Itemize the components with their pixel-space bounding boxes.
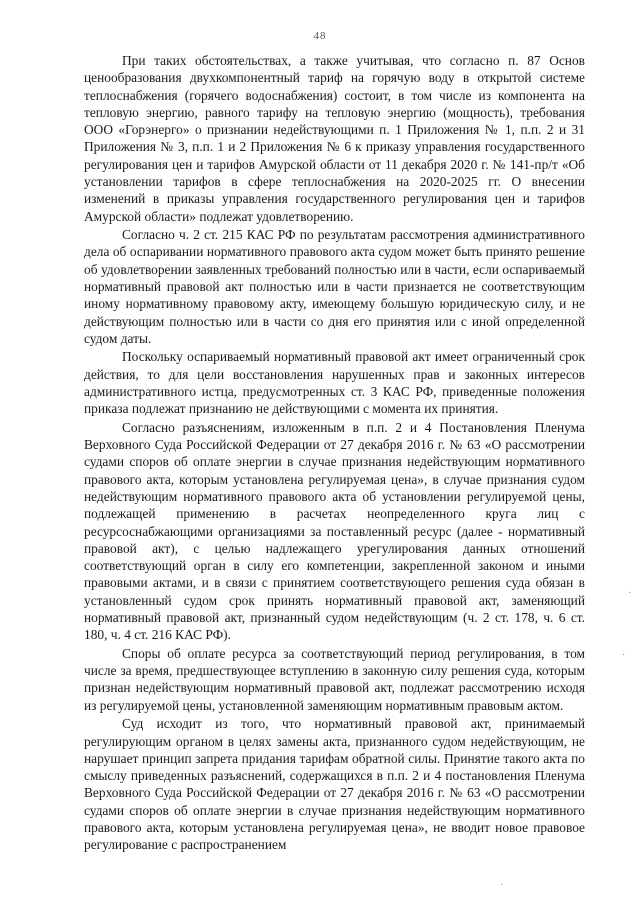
paragraph-2: Согласно ч. 2 ст. 215 КАС РФ по результатам рассмотрения административного дела об оспаривании нормативного правового акта судом может быть принято решение об удовлетворении заявленных требований полностью или в части, если оспариваемый нормативный правовой акт полностью или в части признается не соответствующим иному нормативному правовому акту, имеющему большую юридическую силу, и не действующим полностью или в части со дня его принятия или с иной определенной судом даты. — [84, 227, 585, 346]
paragraph-5: Споры об оплате ресурса за соответствующий период регулирования, в том числе за время, предшествующее вступлению в законную силу решения суда, которым признан недействующим нормативный правовой акт, подлежат рассмотрению исходя из регулируемой цены, установленной заменяющим нормативным правовым актом. — [84, 645, 585, 713]
paragraph-4: Согласно разъяснениям, изложенным в п.п. 2 и 4 Постановления Пленума Верховного Суда Российской Федерации от 27 декабря 2016 г. № 63 «О рассмотрении судами споров об оплате энергии в случае признания недействующим нормативного правового акта, которым установлена регулируемая цена», в случае признания судом недействующим нормативного правового акта об установлении регулируемой цены, подлежащей применению в расчетах неопределенного круга лиц с ресурсоснабжающими организациями за поставленный ресурс (далее - нормативный правовой акт), с целью надлежащего урегулирования данных отношений соответствующий орган в силу его компетенции, закрепленной законом и иными правовыми актами, и в связи с принятием соответствующего решения суда обязан в установленный судом срок принять нормативный правовой акт, заменяющий нормативный правовой акт, признанный судом недействующим (ч. 2 ст. 178, ч. 6 ст. 180, ч. 4 ст. 216 КАС РФ). — [84, 419, 585, 643]
paragraph-6: Суд исходит из того, что нормативный правовой акт, принимаемый регулирующим органом в целях замены акта, признанного судом недействующим, не нарушает принцип запрета придания тарифам обратной силы. Принятие такого акта по смыслу приведенных разъяснений, содержащихся в п.п. 2 и 4 постановления Пленума Верховного Суда Российской Федерации от 27 декабря 2016 г. № 63 «О рассмотрении судами споров об оплате энергии в случае признания недействующим нормативного правового акта, которым установлена регулируемая цена», не вводит новое правовое регулирование с распространением — [84, 716, 585, 853]
paragraph-3: Поскольку оспариваемый нормативный правовой акт имеет ограниченный срок действия, то для цели восстановления нарушенных прав и законных интересов административного истца, предусмотренных ст. 3 КАС РФ, приведенные положения приказа подлежат признанию не действующими с момента их принятия. — [84, 349, 585, 417]
scan-artifact-mark: · — [500, 880, 504, 891]
page-number: 48 — [313, 30, 327, 42]
scan-artifact-mark: · — [622, 650, 626, 661]
paragraph-1: При таких обстоятельствах, а также учитывая, что согласно п. 87 Основ ценообразования двухкомпонентный тариф на горячую воду в открытой системе теплоснабжения (горячего водоснабжения) состоит, в том числе из компонента на тепловую энергию, равного тарифу на тепловую энергию (мощность), требования ООО «Горэнерго» о признании недействующими п. 1 Приложения № 1, п.п. 2 и 31 Приложения № 3, п.п. 1 и 2 Приложения № 6 к приказу управления государственного регулирования цен и тарифов Амурской области от 11 декабря 2020 г. № 141-пр/т «Об установлении тарифов в сфере теплоснабжения на 2020-2025 гг. О внесении изменений в приказы управления государственного регулирования цен и тарифов Амурской области» подлежат удовлетворению. — [84, 53, 585, 224]
document-body — [84, 52, 585, 855]
scan-artifact-mark: · — [628, 588, 632, 599]
